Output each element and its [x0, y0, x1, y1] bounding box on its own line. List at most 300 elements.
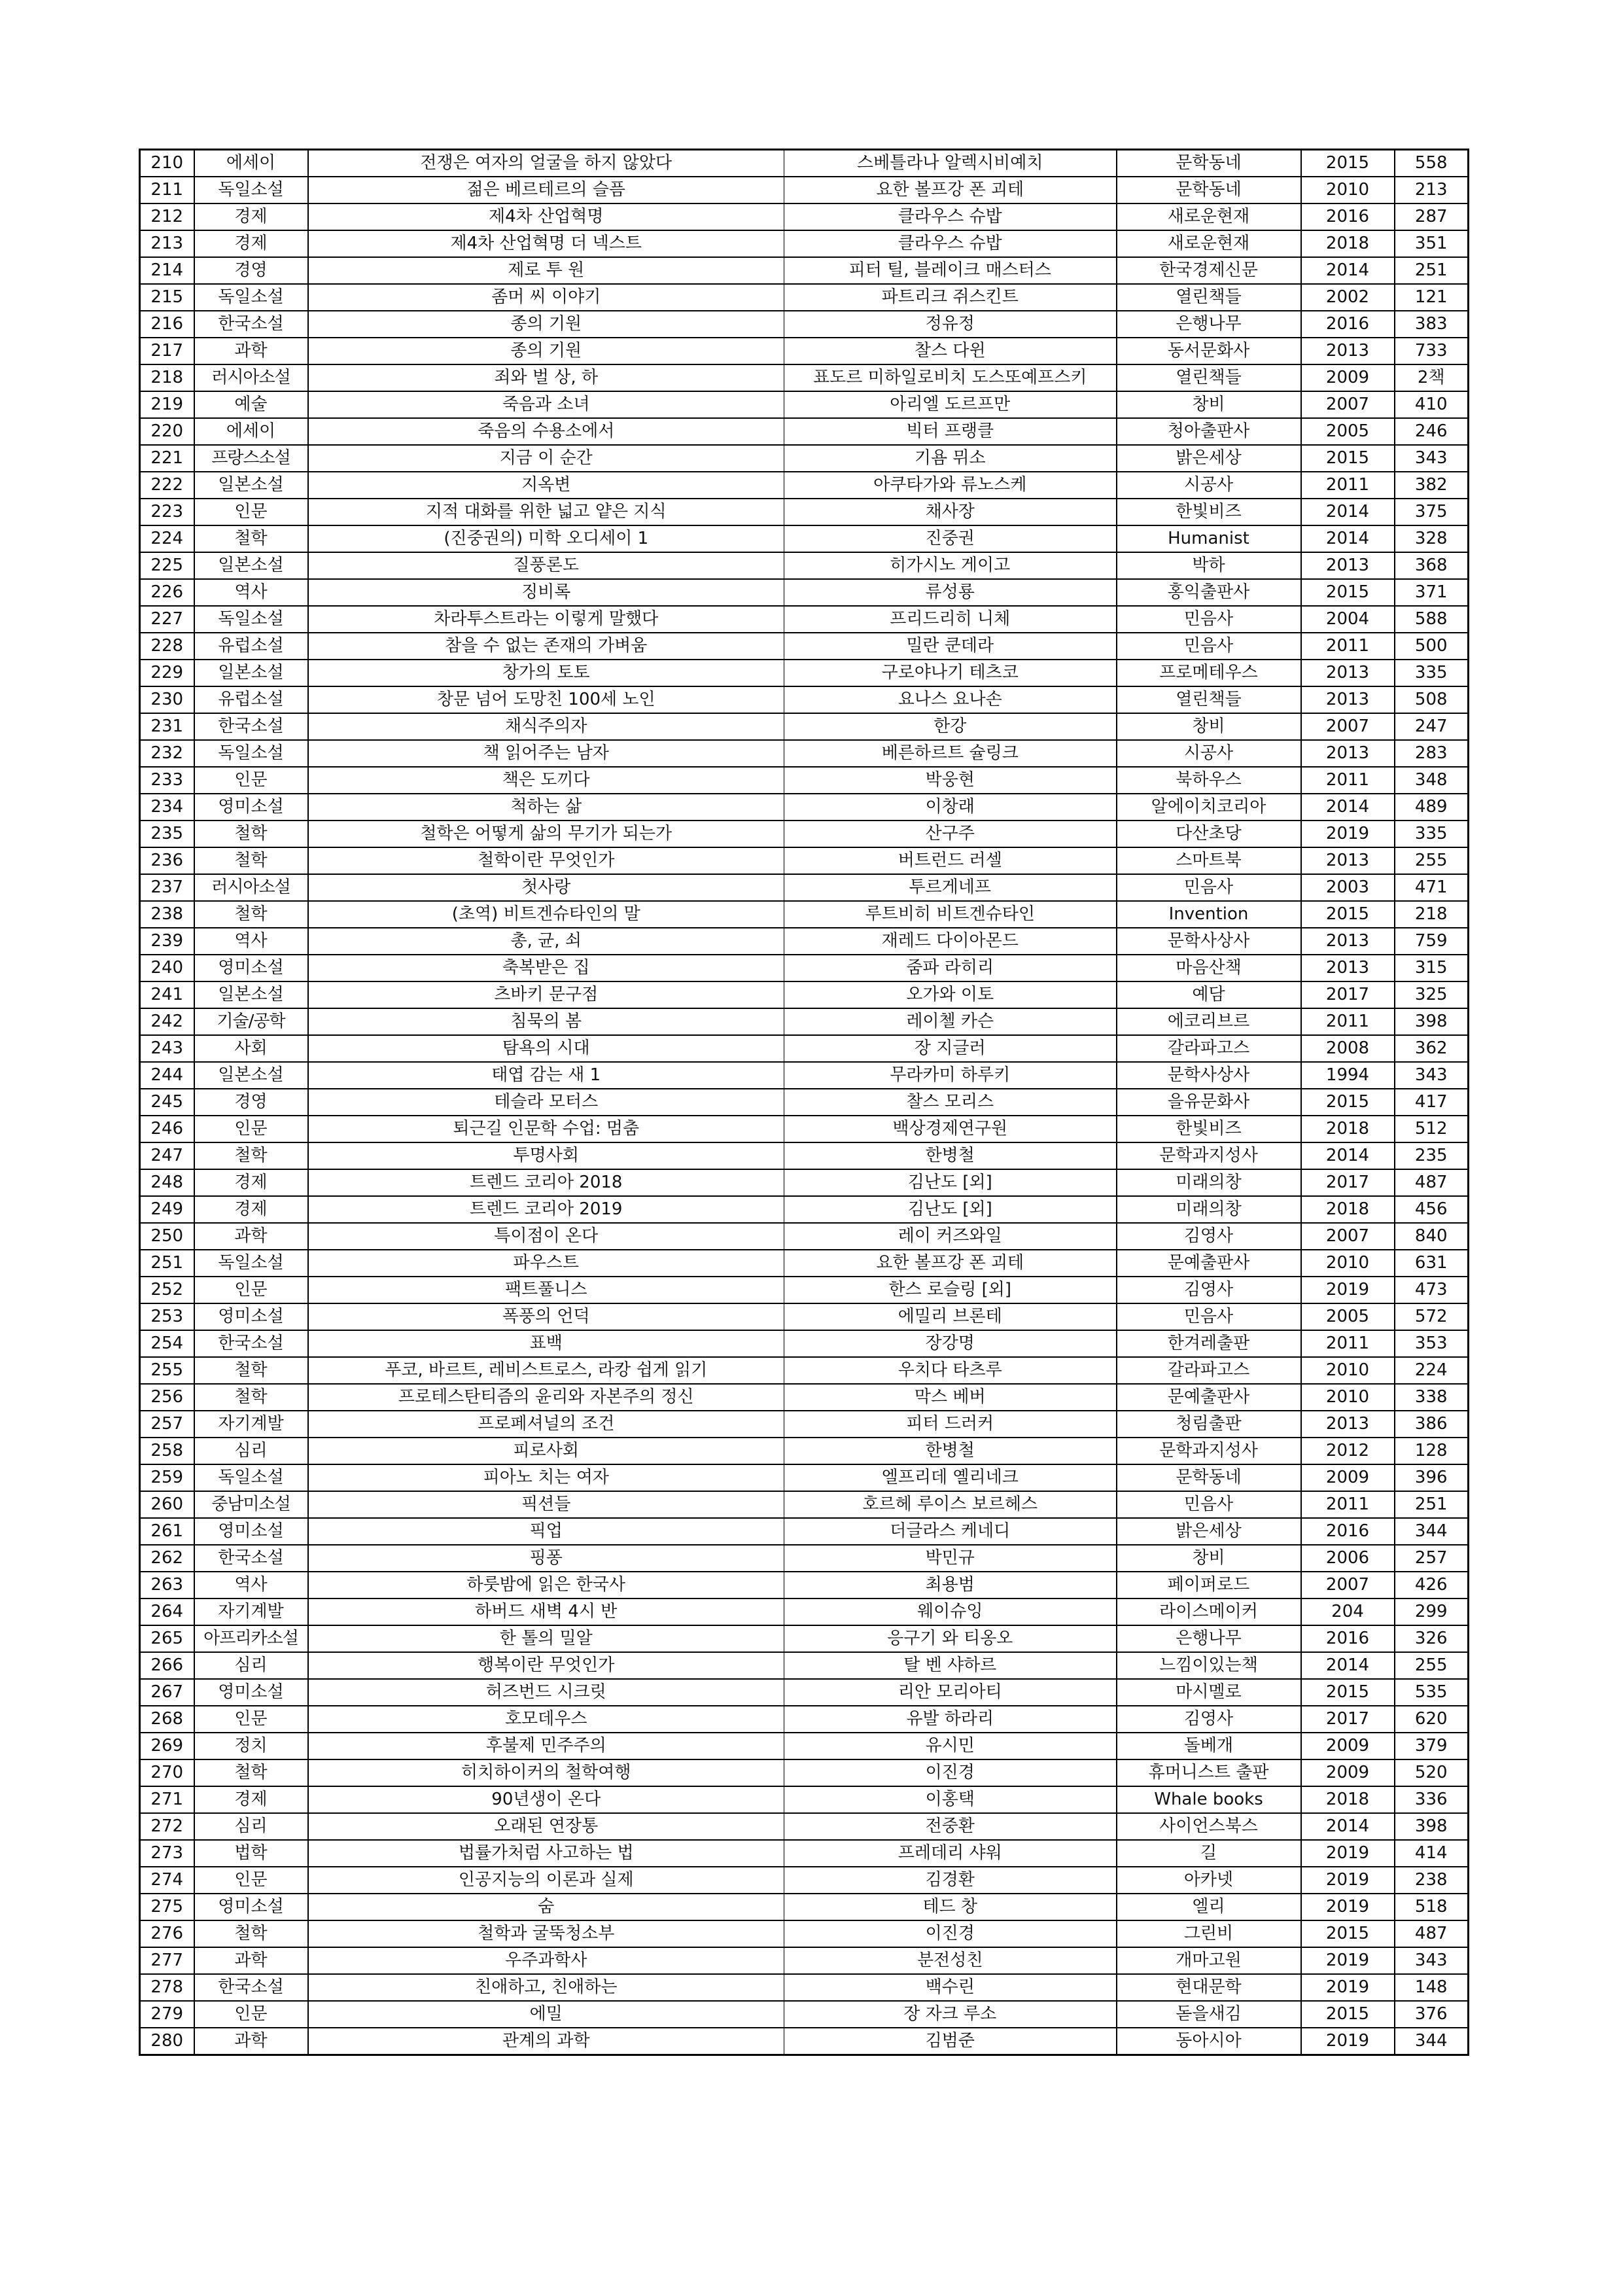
- table-row: [140, 311, 1469, 338]
- title-cell: 채식주의자: [308, 713, 784, 740]
- title-cell: 파우스트: [308, 1250, 784, 1277]
- genre-cell: 러시아소설: [194, 364, 308, 391]
- pages-cell: 426: [1395, 1572, 1469, 1598]
- table-row: [140, 177, 1469, 203]
- genre-cell: 철학: [194, 901, 308, 928]
- year-cell: 2013: [1301, 338, 1395, 364]
- table-row: [140, 1920, 1469, 1947]
- table-row: [140, 1438, 1469, 1464]
- table-row: [140, 1518, 1469, 1545]
- genre-cell: 역사: [194, 579, 308, 606]
- author-cell: 아리엘 도르프만: [784, 391, 1117, 418]
- row-number: 261: [140, 1518, 194, 1545]
- year-cell: 2018: [1301, 230, 1395, 257]
- year-cell: 2003: [1301, 874, 1395, 901]
- pages-cell: 235: [1395, 1142, 1469, 1169]
- year-cell: 2014: [1301, 1142, 1395, 1169]
- title-cell: 관계의 과학: [308, 2028, 784, 2055]
- title-cell: 책은 도끼다: [308, 767, 784, 794]
- pages-cell: 251: [1395, 257, 1469, 284]
- pages-cell: 251: [1395, 1491, 1469, 1518]
- author-cell: 루트비히 비트겐슈타인: [784, 901, 1117, 928]
- row-number: 217: [140, 338, 194, 364]
- year-cell: 2013: [1301, 660, 1395, 686]
- publisher-cell: 새로운현재: [1117, 203, 1301, 230]
- author-cell: 장 지글러: [784, 1035, 1117, 1062]
- year-cell: 2015: [1301, 445, 1395, 472]
- table-row: [140, 2001, 1469, 2028]
- year-cell: 2014: [1301, 257, 1395, 284]
- title-cell: 총, 균, 쇠: [308, 928, 784, 955]
- genre-cell: 인문: [194, 1706, 308, 1733]
- publisher-cell: 은행나무: [1117, 1625, 1301, 1652]
- genre-cell: 영미소설: [194, 955, 308, 981]
- genre-cell: 경제: [194, 1196, 308, 1223]
- year-cell: 2014: [1301, 525, 1395, 552]
- pages-cell: 335: [1395, 660, 1469, 686]
- row-number: 216: [140, 311, 194, 338]
- table-row: [140, 1089, 1469, 1116]
- pages-cell: 572: [1395, 1303, 1469, 1330]
- pages-cell: 336: [1395, 1786, 1469, 1813]
- table-row: [140, 1652, 1469, 1679]
- table-row: [140, 230, 1469, 257]
- table-row: [140, 499, 1469, 525]
- author-cell: 엘프리데 옐리네크: [784, 1464, 1117, 1491]
- row-number: 246: [140, 1116, 194, 1142]
- pages-cell: 343: [1395, 1062, 1469, 1089]
- pages-cell: 512: [1395, 1116, 1469, 1142]
- author-cell: 무라카미 하루키: [784, 1062, 1117, 1089]
- table-row: [140, 1733, 1469, 1759]
- author-cell: 이홍택: [784, 1786, 1117, 1813]
- pages-cell: 148: [1395, 1974, 1469, 2001]
- genre-cell: 일본소설: [194, 981, 308, 1008]
- title-cell: 픽업: [308, 1518, 784, 1545]
- publisher-cell: 개마고원: [1117, 1947, 1301, 1974]
- year-cell: 2017: [1301, 1706, 1395, 1733]
- publisher-cell: 새로운현재: [1117, 230, 1301, 257]
- year-cell: 2013: [1301, 955, 1395, 981]
- genre-cell: 심리: [194, 1813, 308, 1840]
- title-cell: 한 톨의 밀알: [308, 1625, 784, 1652]
- author-cell: 한강: [784, 713, 1117, 740]
- year-cell: 2009: [1301, 364, 1395, 391]
- year-cell: 2015: [1301, 1089, 1395, 1116]
- row-number: 212: [140, 203, 194, 230]
- title-cell: 지옥변: [308, 472, 784, 499]
- publisher-cell: 박하: [1117, 552, 1301, 579]
- genre-cell: 일본소설: [194, 552, 308, 579]
- year-cell: 2010: [1301, 1384, 1395, 1411]
- year-cell: 2010: [1301, 1357, 1395, 1384]
- pages-cell: 375: [1395, 499, 1469, 525]
- publisher-cell: 문학과지성사: [1117, 1438, 1301, 1464]
- row-number: 257: [140, 1411, 194, 1438]
- title-cell: 제4차 산업혁명: [308, 203, 784, 230]
- row-number: 251: [140, 1250, 194, 1277]
- row-number: 222: [140, 472, 194, 499]
- author-cell: 이진경: [784, 1920, 1117, 1947]
- publisher-cell: 문학과지성사: [1117, 1142, 1301, 1169]
- title-cell: 철학은 어떻게 삶의 무기가 되는가: [308, 821, 784, 847]
- genre-cell: 한국소설: [194, 1974, 308, 2001]
- genre-cell: 철학: [194, 1384, 308, 1411]
- table-row: [140, 1867, 1469, 1894]
- year-cell: 2019: [1301, 1277, 1395, 1303]
- genre-cell: 유럽소설: [194, 686, 308, 713]
- table-row: [140, 1384, 1469, 1411]
- pages-cell: 489: [1395, 794, 1469, 821]
- row-number: 265: [140, 1625, 194, 1652]
- year-cell: 2018: [1301, 1116, 1395, 1142]
- row-number: 230: [140, 686, 194, 713]
- row-number: 266: [140, 1652, 194, 1679]
- row-number: 271: [140, 1786, 194, 1813]
- row-number: 236: [140, 847, 194, 874]
- publisher-cell: Whale books: [1117, 1786, 1301, 1813]
- title-cell: 좀머 씨 이야기: [308, 284, 784, 311]
- title-cell: 표백: [308, 1330, 784, 1357]
- pages-cell: 840: [1395, 1223, 1469, 1250]
- table-row: [140, 1008, 1469, 1035]
- pages-cell: 326: [1395, 1625, 1469, 1652]
- genre-cell: 철학: [194, 821, 308, 847]
- row-number: 262: [140, 1545, 194, 1572]
- row-number: 219: [140, 391, 194, 418]
- genre-cell: 중남미소설: [194, 1491, 308, 1518]
- table-row: [140, 1598, 1469, 1625]
- table-row: [140, 1840, 1469, 1867]
- year-cell: 2012: [1301, 1438, 1395, 1464]
- author-cell: 최용범: [784, 1572, 1117, 1598]
- year-cell: 2005: [1301, 1303, 1395, 1330]
- row-number: 273: [140, 1840, 194, 1867]
- pages-cell: 224: [1395, 1357, 1469, 1384]
- title-cell: 종의 기원: [308, 338, 784, 364]
- row-number: 214: [140, 257, 194, 284]
- pages-cell: 351: [1395, 230, 1469, 257]
- genre-cell: 에세이: [194, 418, 308, 445]
- author-cell: 우치다 타츠루: [784, 1357, 1117, 1384]
- year-cell: 2002: [1301, 284, 1395, 311]
- row-number: 247: [140, 1142, 194, 1169]
- row-number: 259: [140, 1464, 194, 1491]
- year-cell: 2011: [1301, 1491, 1395, 1518]
- row-number: 268: [140, 1706, 194, 1733]
- genre-cell: 철학: [194, 525, 308, 552]
- year-cell: 2007: [1301, 391, 1395, 418]
- pages-cell: 218: [1395, 901, 1469, 928]
- table-row: [140, 1491, 1469, 1518]
- table-row: [140, 794, 1469, 821]
- pages-cell: 255: [1395, 847, 1469, 874]
- publisher-cell: 페이퍼로드: [1117, 1572, 1301, 1598]
- year-cell: 2009: [1301, 1759, 1395, 1786]
- year-cell: 2013: [1301, 686, 1395, 713]
- row-number: 233: [140, 767, 194, 794]
- row-number: 240: [140, 955, 194, 981]
- table-row: [140, 1974, 1469, 2001]
- row-number: 227: [140, 606, 194, 633]
- table-row: [140, 1169, 1469, 1196]
- row-number: 213: [140, 230, 194, 257]
- row-number: 260: [140, 1491, 194, 1518]
- year-cell: 2004: [1301, 606, 1395, 633]
- row-number: 269: [140, 1733, 194, 1759]
- pages-cell: 238: [1395, 1867, 1469, 1894]
- row-number: 250: [140, 1223, 194, 1250]
- year-cell: 2009: [1301, 1464, 1395, 1491]
- genre-cell: 사회: [194, 1035, 308, 1062]
- author-cell: 장 자크 루소: [784, 2001, 1117, 2028]
- title-cell: 피로사회: [308, 1438, 784, 1464]
- row-number: 264: [140, 1598, 194, 1625]
- row-number: 256: [140, 1384, 194, 1411]
- author-cell: 요나스 요나손: [784, 686, 1117, 713]
- genre-cell: 인문: [194, 1277, 308, 1303]
- publisher-cell: Invention: [1117, 901, 1301, 928]
- author-cell: 김범준: [784, 2028, 1117, 2055]
- title-cell: 죄와 벌 상, 하: [308, 364, 784, 391]
- year-cell: 2015: [1301, 2001, 1395, 2028]
- pages-cell: 620: [1395, 1706, 1469, 1733]
- publisher-cell: 갈라파고스: [1117, 1357, 1301, 1384]
- genre-cell: 유럽소설: [194, 633, 308, 660]
- genre-cell: 독일소설: [194, 606, 308, 633]
- table-row: [140, 1894, 1469, 1920]
- year-cell: 2013: [1301, 552, 1395, 579]
- genre-cell: 과학: [194, 338, 308, 364]
- pages-cell: 386: [1395, 1411, 1469, 1438]
- author-cell: 박민규: [784, 1545, 1117, 1572]
- row-number: 223: [140, 499, 194, 525]
- genre-cell: 한국소설: [194, 311, 308, 338]
- genre-cell: 한국소설: [194, 713, 308, 740]
- title-cell: 우주과학사: [308, 1947, 784, 1974]
- author-cell: 응구기 와 티옹오: [784, 1625, 1117, 1652]
- year-cell: 2019: [1301, 1974, 1395, 2001]
- row-number: 280: [140, 2028, 194, 2055]
- genre-cell: 영미소설: [194, 1679, 308, 1706]
- table-row: [140, 713, 1469, 740]
- genre-cell: 예술: [194, 391, 308, 418]
- author-cell: 탈 벤 샤하르: [784, 1652, 1117, 1679]
- year-cell: 2015: [1301, 1920, 1395, 1947]
- author-cell: 진중권: [784, 525, 1117, 552]
- table-row: [140, 1116, 1469, 1142]
- year-cell: 2011: [1301, 633, 1395, 660]
- row-number: 277: [140, 1947, 194, 1974]
- pages-cell: 338: [1395, 1384, 1469, 1411]
- publisher-cell: 은행나무: [1117, 311, 1301, 338]
- title-cell: 프로테스탄티즘의 윤리와 자본주의 정신: [308, 1384, 784, 1411]
- author-cell: 백수린: [784, 1974, 1117, 2001]
- genre-cell: 정치: [194, 1733, 308, 1759]
- author-cell: 재레드 다이아몬드: [784, 928, 1117, 955]
- table-row: [140, 391, 1469, 418]
- author-cell: 이창래: [784, 794, 1117, 821]
- publisher-cell: 한겨레출판: [1117, 1330, 1301, 1357]
- pages-cell: 396: [1395, 1464, 1469, 1491]
- pages-cell: 299: [1395, 1598, 1469, 1625]
- table-row: [140, 1250, 1469, 1277]
- pages-cell: 343: [1395, 1947, 1469, 1974]
- title-cell: 척하는 삶: [308, 794, 784, 821]
- pages-cell: 121: [1395, 284, 1469, 311]
- genre-cell: 자기계발: [194, 1598, 308, 1625]
- table-row: [140, 1545, 1469, 1572]
- table-row: [140, 525, 1469, 552]
- publisher-cell: 홍익출판사: [1117, 579, 1301, 606]
- year-cell: 2015: [1301, 1679, 1395, 1706]
- genre-cell: 독일소설: [194, 284, 308, 311]
- title-cell: 젊은 베르테르의 슬픔: [308, 177, 784, 203]
- year-cell: 2019: [1301, 1867, 1395, 1894]
- pages-cell: 382: [1395, 472, 1469, 499]
- genre-cell: 법학: [194, 1840, 308, 1867]
- title-cell: 하버드 새벽 4시 반: [308, 1598, 784, 1625]
- title-cell: 호모데우스: [308, 1706, 784, 1733]
- genre-cell: 독일소설: [194, 740, 308, 767]
- table-row: [140, 901, 1469, 928]
- table-row: [140, 1277, 1469, 1303]
- publisher-cell: 알에이치코리아: [1117, 794, 1301, 821]
- genre-cell: 인문: [194, 499, 308, 525]
- genre-cell: 철학: [194, 847, 308, 874]
- title-cell: 차라투스트라는 이렇게 말했다: [308, 606, 784, 633]
- publisher-cell: 엘리: [1117, 1894, 1301, 1920]
- publisher-cell: 미래의창: [1117, 1196, 1301, 1223]
- publisher-cell: 문학사상사: [1117, 1062, 1301, 1089]
- year-cell: 2019: [1301, 821, 1395, 847]
- author-cell: 히가시노 게이고: [784, 552, 1117, 579]
- title-cell: 철학이란 무엇인가: [308, 847, 784, 874]
- pages-cell: 353: [1395, 1330, 1469, 1357]
- publisher-cell: 에코리브르: [1117, 1008, 1301, 1035]
- table-row: [140, 418, 1469, 445]
- author-cell: 기욤 뮈소: [784, 445, 1117, 472]
- year-cell: 2019: [1301, 1840, 1395, 1867]
- row-number: 270: [140, 1759, 194, 1786]
- table-row: [140, 1223, 1469, 1250]
- table-row: [140, 150, 1469, 177]
- title-cell: 히치하이커의 철학여행: [308, 1759, 784, 1786]
- row-number: 279: [140, 2001, 194, 2028]
- publisher-cell: 아카넷: [1117, 1867, 1301, 1894]
- pages-cell: 379: [1395, 1733, 1469, 1759]
- author-cell: 웨이슈잉: [784, 1598, 1117, 1625]
- table-row: [140, 1759, 1469, 1786]
- genre-cell: 독일소설: [194, 177, 308, 203]
- year-cell: 2016: [1301, 311, 1395, 338]
- row-number: 226: [140, 579, 194, 606]
- genre-cell: 경영: [194, 1089, 308, 1116]
- table-row: [140, 740, 1469, 767]
- row-number: 244: [140, 1062, 194, 1089]
- publisher-cell: 라이스메이커: [1117, 1598, 1301, 1625]
- author-cell: 클라우스 슈밥: [784, 203, 1117, 230]
- row-number: 229: [140, 660, 194, 686]
- row-number: 252: [140, 1277, 194, 1303]
- pages-cell: 344: [1395, 1518, 1469, 1545]
- row-number: 218: [140, 364, 194, 391]
- table-row: [140, 1679, 1469, 1706]
- publisher-cell: 문학사상사: [1117, 928, 1301, 955]
- year-cell: 2011: [1301, 767, 1395, 794]
- pages-cell: 368: [1395, 552, 1469, 579]
- year-cell: 2007: [1301, 713, 1395, 740]
- pages-cell: 410: [1395, 391, 1469, 418]
- table-row: [140, 2028, 1469, 2055]
- pages-cell: 325: [1395, 981, 1469, 1008]
- genre-cell: 인문: [194, 1867, 308, 1894]
- title-cell: 오래된 연장통: [308, 1813, 784, 1840]
- publisher-cell: 민음사: [1117, 633, 1301, 660]
- pages-cell: 246: [1395, 418, 1469, 445]
- pages-cell: 335: [1395, 821, 1469, 847]
- publisher-cell: 스마트북: [1117, 847, 1301, 874]
- pages-cell: 213: [1395, 177, 1469, 203]
- genre-cell: 영미소설: [194, 1894, 308, 1920]
- genre-cell: 한국소설: [194, 1330, 308, 1357]
- author-cell: 파트리크 쥐스킨트: [784, 284, 1117, 311]
- title-cell: 90년생이 온다: [308, 1786, 784, 1813]
- title-cell: 트렌드 코리아 2019: [308, 1196, 784, 1223]
- title-cell: 창가의 토토: [308, 660, 784, 686]
- publisher-cell: 열린책들: [1117, 364, 1301, 391]
- year-cell: 2011: [1301, 1008, 1395, 1035]
- title-cell: 핑퐁: [308, 1545, 784, 1572]
- publisher-cell: 동서문화사: [1117, 338, 1301, 364]
- title-cell: 죽음과 소녀: [308, 391, 784, 418]
- pages-cell: 348: [1395, 767, 1469, 794]
- pages-cell: 518: [1395, 1894, 1469, 1920]
- row-number: 232: [140, 740, 194, 767]
- row-number: 275: [140, 1894, 194, 1920]
- pages-cell: 456: [1395, 1196, 1469, 1223]
- author-cell: 더글라스 케네디: [784, 1518, 1117, 1545]
- table-row: [140, 660, 1469, 686]
- pages-cell: 247: [1395, 713, 1469, 740]
- year-cell: 2013: [1301, 740, 1395, 767]
- table-row: [140, 1572, 1469, 1598]
- title-cell: 축복받은 집: [308, 955, 784, 981]
- year-cell: 2019: [1301, 1947, 1395, 1974]
- title-cell: 제로 투 원: [308, 257, 784, 284]
- author-cell: 분전성친: [784, 1947, 1117, 1974]
- year-cell: 2007: [1301, 1572, 1395, 1598]
- publisher-cell: 미래의창: [1117, 1169, 1301, 1196]
- year-cell: 2014: [1301, 794, 1395, 821]
- publisher-cell: 갈라파고스: [1117, 1035, 1301, 1062]
- pages-cell: 128: [1395, 1438, 1469, 1464]
- table-row: [140, 1035, 1469, 1062]
- year-cell: 2017: [1301, 1169, 1395, 1196]
- year-cell: 2016: [1301, 1625, 1395, 1652]
- table-row: [140, 1786, 1469, 1813]
- author-cell: 레이첼 카슨: [784, 1008, 1117, 1035]
- publisher-cell: 민음사: [1117, 606, 1301, 633]
- year-cell: 2013: [1301, 1411, 1395, 1438]
- row-number: 248: [140, 1169, 194, 1196]
- title-cell: 전쟁은 여자의 얼굴을 하지 않았다: [308, 150, 784, 177]
- row-number: 234: [140, 794, 194, 821]
- title-cell: 허즈번드 시크릿: [308, 1679, 784, 1706]
- pages-cell: 283: [1395, 740, 1469, 767]
- table-row: [140, 847, 1469, 874]
- publisher-cell: 문학동네: [1117, 150, 1301, 177]
